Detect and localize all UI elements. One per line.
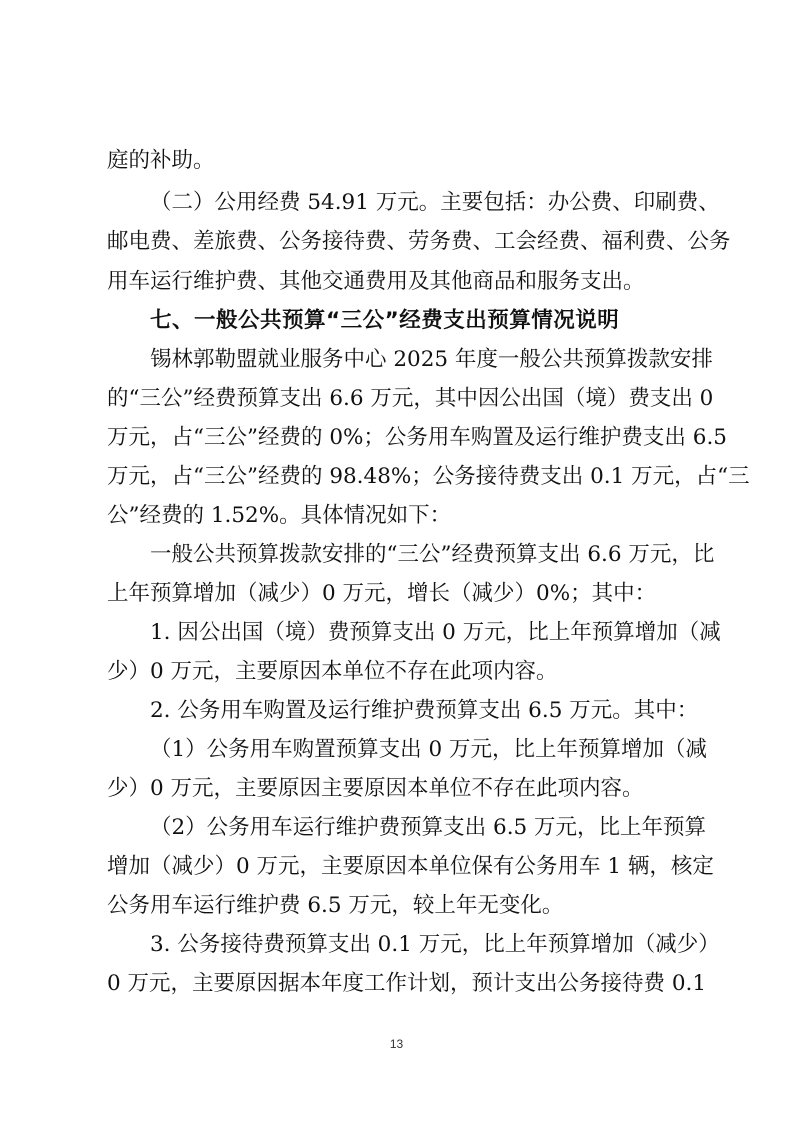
paragraph-line: 少）0 万元，主要原因主要原因本单位不存在此项内容。 [107,776,644,801]
paragraph-line: 锡林郭勒盟就业服务中心 2025 年度一般公共预算拨款安排 [150,347,713,372]
paragraph-line: 上年预算增加（减少）0 万元，增长（减少）0%；其中： [107,581,657,606]
paragraph-line: 1. 因公出国（境）费预算支出 0 万元，比上年预算增加（减 [150,620,721,645]
paragraph-line: 0 万元，主要原因据本年度工作计划，预计支出公务接待费 0.1 [107,971,707,996]
paragraph-line: 一般公共预算拨款安排的“三公”经费预算支出 6.6 万元，比 [150,542,715,567]
paragraph-line: 庭的补助。 [107,148,215,173]
section-heading: 七、一般公共预算“三公”经费支出预算情况说明 [150,308,620,333]
paragraph-line: （二）公用经费 54.91 万元。主要包括：办公费、印刷费、 [150,190,720,215]
paragraph-line: 2. 公务用车购置及运行维护费预算支出 6.5 万元。其中： [150,698,699,723]
paragraph-line: （1）公务用车购置预算支出 0 万元，比上年预算增加（减 [150,737,708,762]
paragraph-line: 3. 公务接待费预算支出 0.1 万元，比上年预算增加（减少） [150,932,720,957]
paragraph-line: 公”经费的 1.52%。具体情况如下： [107,503,452,528]
paragraph-line: 少）0 万元，主要原因本单位不存在此项内容。 [107,659,558,684]
paragraph-line: 的“三公”经费预算支出 6.6 万元，其中因公出国（境）费支出 0 [107,386,714,411]
paragraph-line: 邮电费、差旅费、公务接待费、劳务费、工会经费、福利费、公务 [107,229,731,254]
paragraph-line: 万元，占“三公”经费的 0%；公务用车购置及运行维护费支出 6.5 [107,425,727,450]
paragraph-line: 万元，占“三公”经费的 98.48%；公务接待费支出 0.1 万元，占“三 [107,464,750,489]
paragraph-line: 增加（减少）0 万元，主要原因本单位保有公务用车 1 辆，核定 [107,854,714,879]
page-number: 13 [389,1037,404,1051]
paragraph-line: （2）公务用车运行维护费预算支出 6.5 万元，比上年预算 [150,815,707,840]
paragraph-line: 公务用车运行维护费 6.5 万元，较上年无变化。 [107,893,564,918]
paragraph-line: 用车运行维护费、其他交通费用及其他商品和服务支出。 [107,269,645,294]
